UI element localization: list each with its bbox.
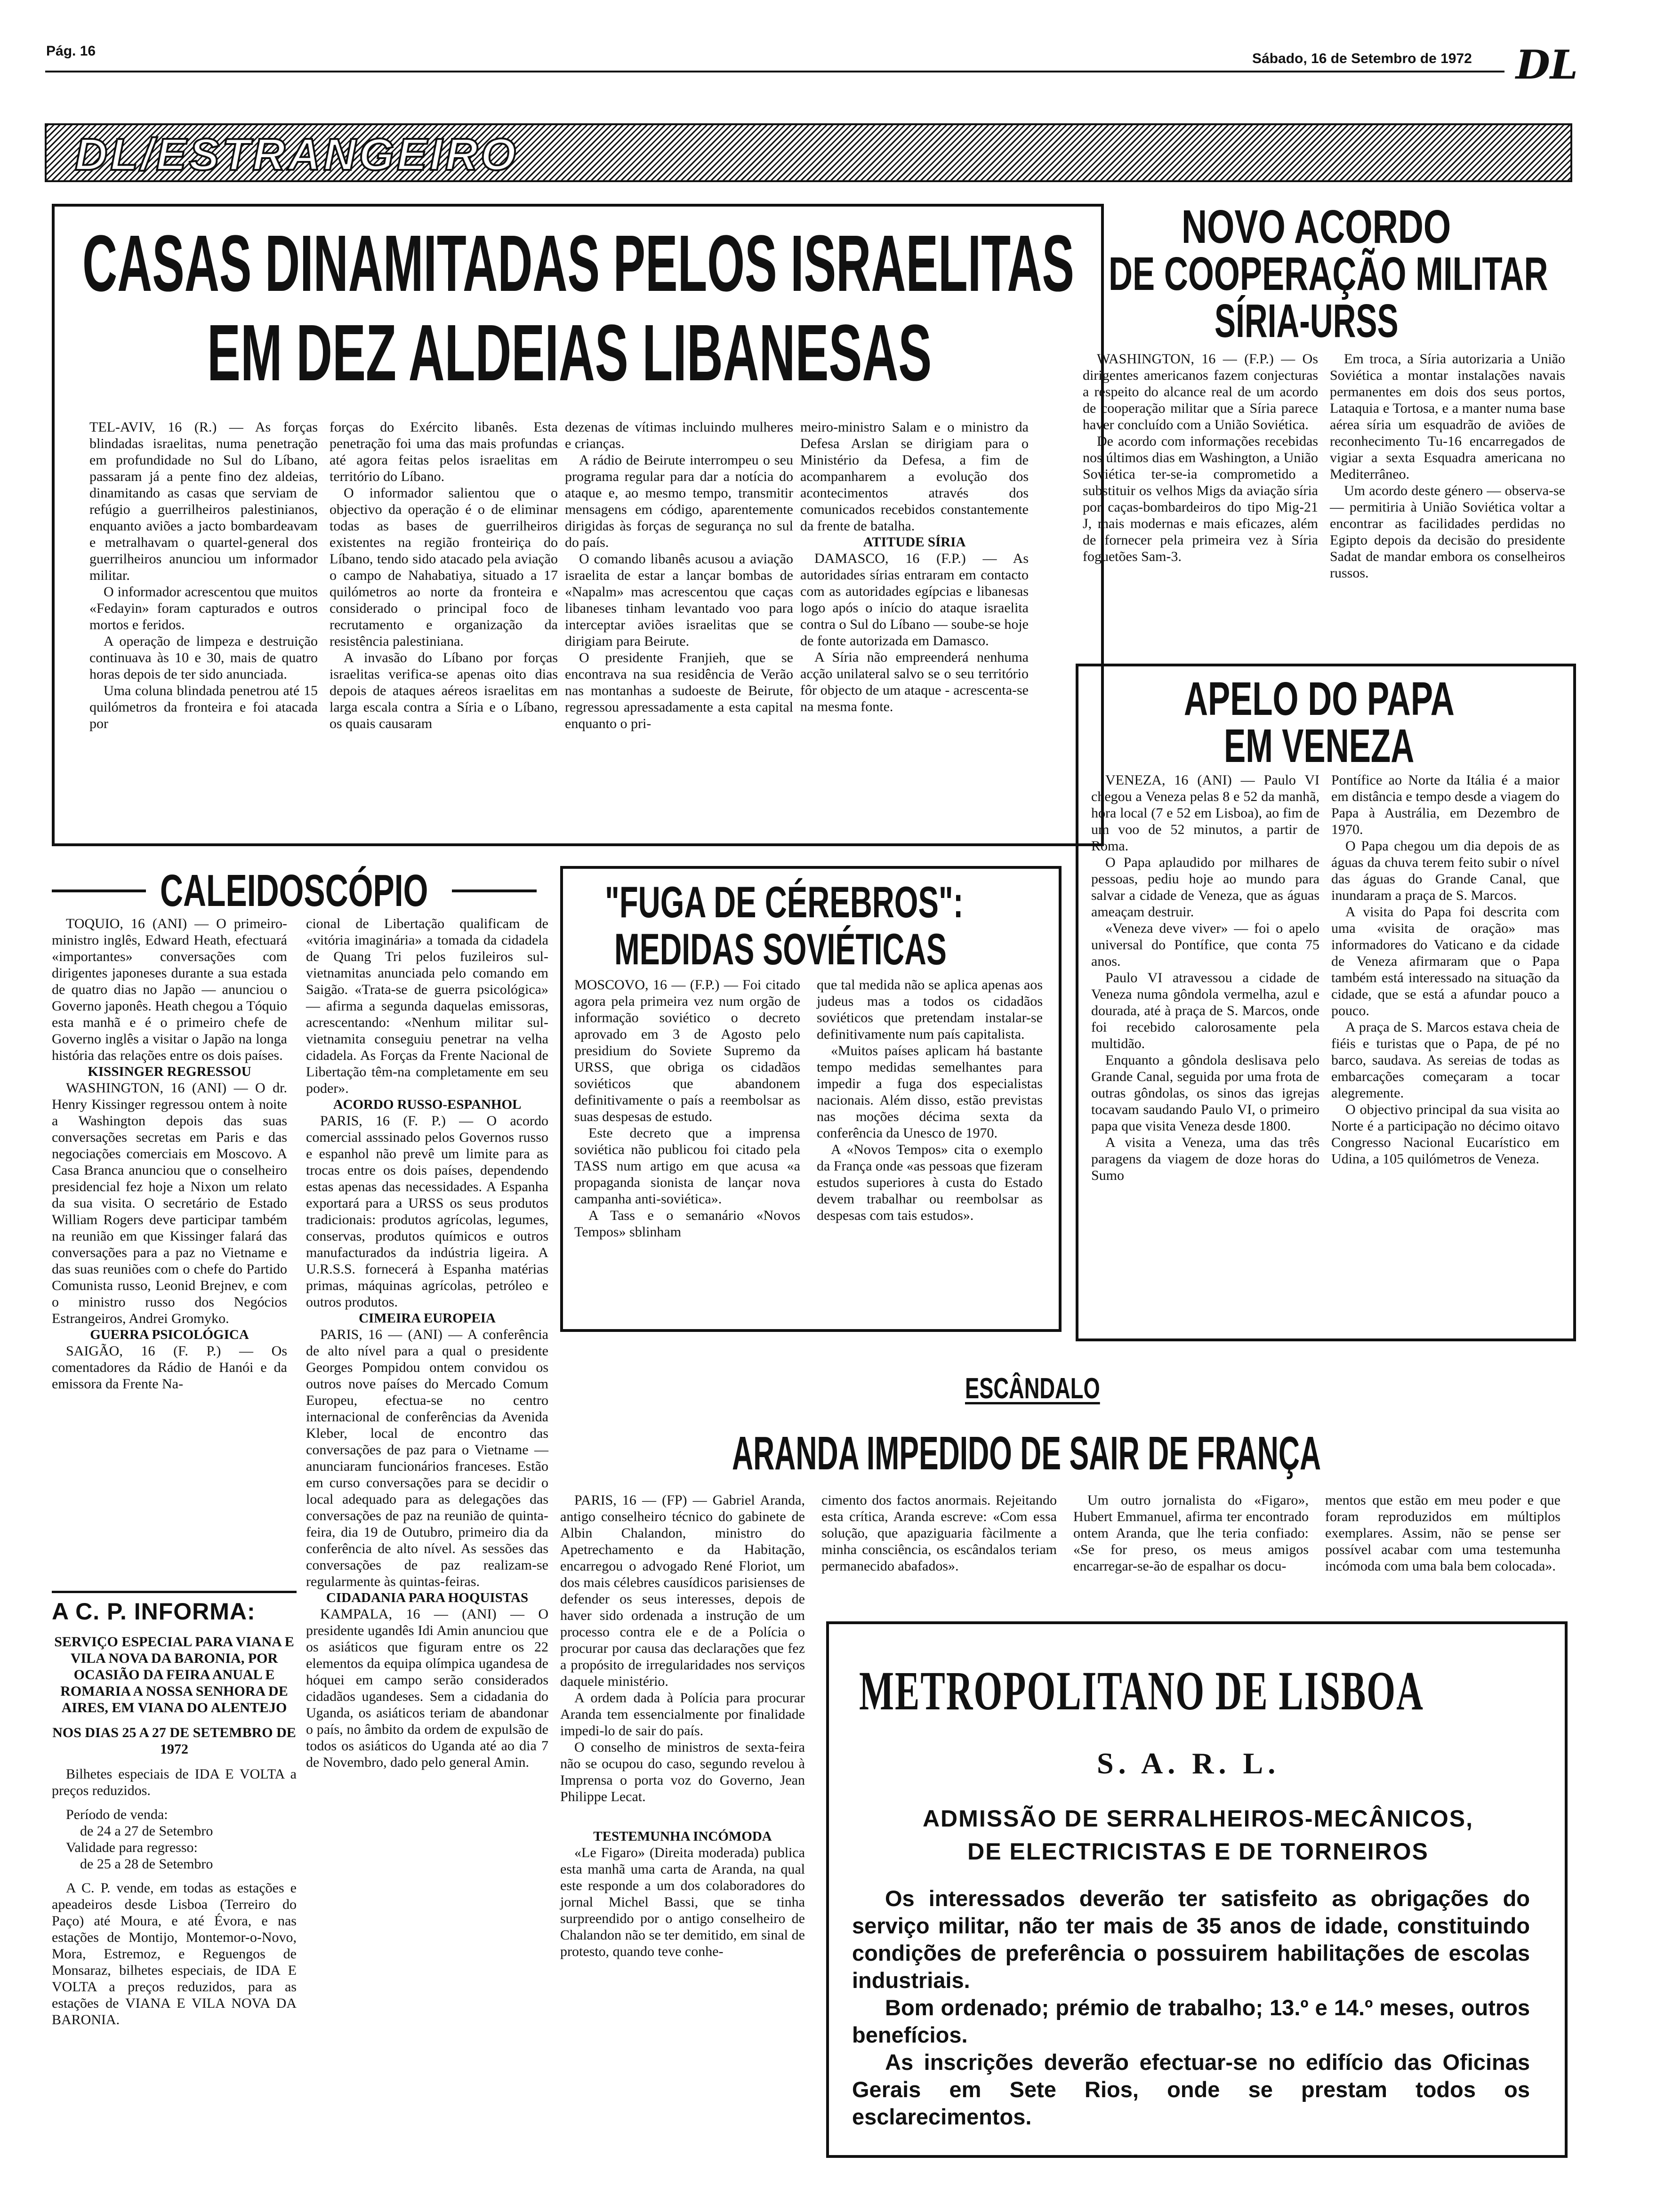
paragraph: A ordem dada à Polícia para procurar Aranda tem essencialmente por finalidade impedi-lo de sair do país. [560,1690,805,1739]
subheading-testemunha-incomoda: TESTEMUNHA INCÓMODA [593,1829,772,1844]
caleidoscopio-column-2 [306,915,548,1771]
paragraph: de 24 a 27 de Setembro [80,1823,213,1839]
paragraph: A invasão do Líbano por forças israelitas verifica-se apenas oito dias depois de ataques aéreos israelitas em larga escala contra a Síria e o Líbano, os quais causaram [330,650,558,731]
paragraph: Em troca, a Síria autorizaria a União Soviética a montar instalações navais permanentes em dois dos seus portos, Lataquia e Tortosa, e a manter numa base aérea síria um esquadrão de aviões de reconhecimento Tu-16 encarregados de vigiar a sexta Esquadra americana no Mediterrâneo. [1330,351,1565,482]
paragraph: O conselho de ministros de sexta-feira não se ocupou do caso, segundo revelou à Imprensa o porta voz do Governo, Jean Philippe Lecat. [560,1739,805,1804]
subheading-cidadania-hoquistas: CIDADANIA PARA HOQUISTAS [326,1590,529,1605]
main-story-column-2 [330,419,558,732]
papa-column-1 [1091,772,1319,1184]
paragraph: KAMPALA, 16 — (ANI) — O presidente ugandês Idi Amin anunciou que os asiáticos que figuram entre os 22 elementos da equipa olímpica ugandesa de hóquei em campo serão considerados cidadãos ugandeses. Sem a cidadania do Uganda, os asiáticos teriam de abandonar o país, no âmbito da ordem de expulsão de todos os asiáticos do Uganda até ao dia 7 de Novembro, dado pelo general Amin. [306,1606,548,1770]
paragraph: O comando libanês acusou a aviação israelita de estar a lançar bombas de «Napalm» mas acrescentou que caças libaneses tinham levantado voo para interceptar aviões israelitas que se dirigiam para Beirute. [565,551,793,649]
papa-headline-line-1: APELO DO PAPA [1184,673,1455,725]
paragraph: PARIS, 16 — (ANI) — A conferência de alto nível para a qual o presidente Georges Pompidou ontem convidou os outros nove países do Mercado Comum Europeu, efectua-se no centro internacional de conferências da Avenida Kleber, local de encontro das conversações de paz para o Vietname — anunciaram funcionários franceses. Estão em curso conversações para se decidir o local adequado para as delegações das conversações de paz na reunião de quinta-feira, dia 19 de Outubro, primeiro dia da conferência de alto nível. As sessões das conversações de paz realizam-se regularmente às quintas-feiras. [306,1327,548,1589]
paragraph: O informador salientou que o objectivo da operação é o de eliminar todas as bases de guerrilheiros existentes na região fronteiriça do Líbano, tendo sido atacado pela aviação o campo de Nahabatiya, situado a 17 quilómetros ao norte da fronteira e considerado o principal foco de recrutamento e organização da resistência palestiniana. [330,485,558,649]
paragraph: TEL-AVIV, 16 (R.) — As forças blindadas israelitas, numa penetração em profundidade no Sul do Líbano, passaram já a pente fino dez aldeias, dinamitando as casas que serviam de refúgio a guerrilheiros palestinianos, enquanto aviões a jacto bombardeavam e metralhavam o quartel-general dos guerrilheiros anunciou um informador militar. [89,419,318,583]
caleidoscopio-column-1 [52,915,287,1392]
paragraph: O objectivo principal da sua visita ao Norte é a participação no décimo oitavo Congresso Nacional Eucarístico em Udina, a 105 quilómetros de Veneza. [1331,1102,1560,1167]
paragraph: SAIGÃO, 16 (F. P.) — Os comentadores da Rádio de Hanói e da emissora da Frente Na- [52,1343,287,1392]
paragraph: «Muitos países aplicam há bastante tempo medidas semelhantes para impedir a fuga dos especialistas nacionais. Além disso, estão previstas nas moções décima sexta da conferência da Unesco de 1970. [817,1043,1043,1141]
main-headline-line-2: EM DEZ ALDEIAS LIBANESAS [207,308,932,398]
metro-ad-requirements: Os interessados deverão ter satisfeito as obrigações do serviço militar, não ter mais de 35 anos de idade, constituindo condições de preferência o possuirem habilitações de escolas industriais. [852,1886,1530,1993]
page-number: Pág. 16 [46,43,96,59]
paragraph: Um acordo deste género — observa-se — permitiria à União Soviética voltar a encontrar as facilidades perdidas no Egipto depois da decisão do presidente Sadat de mandar embora os conselheiros russos. [1330,483,1565,581]
paragraph: A operação de limpeza e destruição continuava às 10 e 30, mais de quatro horas depois de ter sido anunciada. [89,633,318,682]
paragraph: forças do Exército libanês. Esta penetração foi uma das mais profundas até agora feitas pelos israelitas em território do Líbano. [330,419,558,484]
paragraph: O Papa aplaudido por milhares de pessoas, pediu hoje ao mundo para salvar a cidade de Veneza, que as águas ameaçam destruir. [1091,855,1319,920]
fuga-column-1 [574,977,800,1240]
paragraph: A C. P. vende, em todas as estações e apeadeiros desde Lisboa (Terreiro do Paço) até Moura, e até Évora, e nas estações de Montijo, Montemor-o-Novo, Mora, Estremoz, e Reguengos de Monsaraz, bilhetes especiais, de IDA E VOLTA a preços reduzidos, para as estações de VIANA E VILA NOVA DA BARONIA. [52,1880,297,2028]
paragraph: de 25 a 28 de Setembro [80,1856,213,1872]
paragraph: dezenas de vítimas incluindo mulheres e crianças. [565,419,793,451]
paragraph: cional de Libertação qualificam de «vitória imaginária» a tomada da cidadela de Quang Tri pelos fuzileiros sul-vietnamitas anunciada pelo comando em Saigão. «Trata-se de guerra psicológica» — afirma a segunda daquelas emissoras, acrescentando: «Nenhum militar sul-vietnamita conseguiu penetrar na velha cidadela. As Forças da Frente Nacional de Libertação têm-na completamente em seu poder». [306,916,548,1096]
acp-dates: NOS DIAS 25 A 27 DE SETEMBRO DE 1972 [52,1725,296,1757]
acp-title: A C. P. INFORMA: [52,1598,256,1625]
main-story-column-3 [565,419,793,732]
paragraph: meiro-ministro Salam e o ministro da Defesa Arslan se dirigiam para o Ministério da Defesa, a fim de acompanharem a evolução dos acontecimentos através dos comunicados recebidos constantemente da frente de batalha. [800,419,1029,534]
paragraph: Pontífice ao Norte da Itália é a maior em distância e tempo desde a viagem do Papa à Austrália, em Dezembro de 1970. [1331,772,1560,837]
paragraph: TOQUIO, 16 (ANI) — O primeiro-ministro inglês, Edward Heath, efectuará «importantes» conversações com dirigentes japoneses durante a sua estada de quatro dias no Japão — anunciou o Governo japonês. Heath chegou a Tóquio esta manhã e é o primeiro chefe de Governo inglês a visitar o Japão na longa história das relações entre os dois países. [52,916,287,1063]
aranda-headline: ARANDA IMPEDIDO DE SAIR DE FRANÇA [732,1427,1321,1480]
newspaper-logo: DL [1516,41,1578,88]
aranda-column-1 [560,1492,805,1960]
paragraph: O Papa chegou um dia depois de as águas da chuva terem feito subir o nível das águas do Grande Canal, que inundaram a praça de S. Marcos. [1331,838,1560,903]
paragraph: Enquanto a gôndola deslisava pelo Grande Canal, seguida por uma frota de outras gôndolas, os sinos das igrejas tocavam saudando Paulo VI, o primeiro papa que visita Veneza desde 1800. [1091,1052,1319,1134]
paragraph: Uma coluna blindada penetrou até 15 quilómetros da fronteira e foi atacada por [89,683,318,731]
main-story-column-1 [89,419,318,732]
main-headline-line-1: CASAS DINAMITADAS PELOS ISRAELITAS [82,219,1074,308]
paragraph: A rádio de Beirute interrompeu o seu programa regular para dar a notícia do ataque e, ao mesmo tempo, transmitir mensagens em código, aparentemente dirigidas às forças de segurança no sul do país. [565,452,793,550]
subheading-guerra-psicologica: GUERRA PSICOLÓGICA [90,1327,249,1342]
paragraph: DAMASCO, 16 (F.P.) — As autoridades sírias entraram em contacto com as autoridades egípcias e libanesas logo após o início do ataque israelita contra o Sul do Líbano — soube-se hoje de fonte autorizada em Damasco. [800,551,1029,649]
paragraph: «Le Figaro» (Direita moderada) publica esta manhã uma carta de Aranda, na qual este responde a um dos colaboradores do jornal Michel Bassi, que se tinha surpreendido por o antigo conselheiro de Chalandon não se ter demitido, em sinal de protesto, quando teve conhe- [560,1845,805,1959]
caleidoscopio-rule-left [52,890,146,892]
aranda-kicker: ESCÂNDALO [965,1372,1100,1405]
metro-ad-line-2: DE ELECTRICISTAS E DE TORNEIROS [967,1838,1429,1865]
paragraph: A Tass e o semanário «Novos Tempos» sblinham [574,1208,800,1240]
paragraph: Este decreto que a imprensa soviética não publicou foi citado pela TASS num artigo em que acusa «a propaganda sionista de lançar nova campanha anti-soviética». [574,1125,800,1207]
metro-ad-line-1: ADMISSÃO DE SERRALHEIROS-MECÂNICOS, [922,1805,1474,1832]
paragraph: A visita a Veneza, uma das três paragens da viagem de doze horas do Sumo [1091,1135,1319,1183]
siria-headline-line-1: NOVO ACORDO [1182,200,1451,253]
fuga-headline-line-2: MEDIDAS SOVIÉTICAS [614,924,947,974]
subheading-kissinger: KISSINGER REGRESSOU [88,1064,251,1079]
paragraph: A Síria não empreenderá nenhuma acção unilateral salvo se o seu território fôr objecto de um ataque - acrescenta-se na mesma fonte. [800,649,1029,714]
acp-block [52,1598,297,2028]
paragraph: A praça de S. Marcos estava cheia de fiéis e turistas que o Papa, de pé no barco, saudava. As sereias de todas as embarcações começaram a tocar alegremente. [1331,1019,1560,1101]
paragraph: Bilhetes especiais de IDA E VOLTA a preços reduzidos. [52,1766,297,1798]
paragraph: que tal medida não se aplica apenas aos judeus mas a todos os cidadãos soviéticos que pretendam instalar-se definitivamente num país capitalista. [817,977,1043,1042]
paragraph: Período de venda: [66,1807,168,1822]
paragraph: mentos que estão em meu poder e que foram reproduzidos em múltiplos exemplares. Assim, não se pense ser possível acabar com uma testemunha incómoda com uma bala bem colocada». [1325,1492,1560,1574]
paragraph: MOSCOVO, 16 — (F.P.) — Foi citado agora pela primeira vez num orgão de informação soviético o decreto aprovado em 3 de Agosto pelo presidium do Soviete Supremo da URSS, que obriga os cidadãos soviéticos que abandonem definitivamente o país a reembolsar as suas despesas de estudo. [574,977,800,1124]
siria-column-2 [1330,351,1565,581]
subheading-cimeira-europeia: CIMEIRA EUROPEIA [359,1311,496,1326]
subheading-atitude-siria: ATITUDE SÍRIA [863,535,966,550]
paragraph: O informador acrescentou que muitos «Fedayin» foram capturados e outros mortos e feridos. [89,584,318,633]
paragraph: WASHINGTON, 16 (ANI) — O dr. Henry Kissinger regressou ontem à noite a Washington depois das suas conversações secretas em Paris e das negociações comerciais em Moscovo. A Casa Branca anunciou que o conselheiro presidencial fez hoje a Nixon um relato da sua visita. O secretário de Estado William Rogers deve participar também na reunião em que Kissinger falará das conversações para a paz no Vietname e das suas reuniões com o chefe do Partido Comunista russo, Leonid Brejnev, e com o ministro russo dos Negócios Estrangeiros, Andrei Gromyko. [52,1080,287,1326]
paragraph: PARIS, 16 (F. P.) — O acordo comercial asssinado pelos Governos russo e espanhol não prevê um limite para as trocas entre os dois países, dependendo estas apenas das necessidades. A Espanha exportará para a URSS os seus produtos tradicionais: produtos agrícolas, legumes, conservas, produtos químicos e outros manufacturados da indústria ligeira. A U.R.S.S. fornecerá à Espanha matérias primas, máquinas agrícolas, petróleo e outros produtos. [306,1113,548,1310]
paragraph: PARIS, 16 — (FP) — Gabriel Aranda, antigo conselheiro técnico do gabinete de Albin Chalandon, ministro do Apetrechamento e da Habitação, encarregou o advogado René Floriot, um dos mais célebres causídicos parisienses de defender os seus interesses, depois de haver sido ordenada a instrução de um processo contra ele e de a Polícia o procurar por causa das declarações que fez a propósito de irregularidades nos serviços daquele ministério. [560,1492,805,1689]
fuga-headline-line-1: "FUGA DE CÉREBROS": [605,877,964,927]
header-rule [45,71,1504,72]
paragraph: Paulo VI atravessou a cidade de Veneza numa gôndola vermelha, azul e dourada, até à praça de S. Marcos, onde foi recebido calorosamente pela multidão. [1091,970,1319,1051]
metro-ad-sarl: S. A. R. L. [1097,1747,1280,1780]
siria-headline-line-2: DE COOPERAÇÃO MILITAR [1109,248,1548,300]
paragraph: Um outro jornalista do «Figaro», Hubert Emmanuel, afirma ter encontrado ontem Aranda, que lhe teria confiado: «Se for preso, os meus amigos encarregar-se-ão de espalhar os docu- [1073,1492,1309,1574]
acp-body [52,1766,297,2028]
issue-date: Sábado, 16 de Setembro de 1972 [1252,51,1472,66]
papa-column-2 [1331,772,1560,1167]
metro-ad-body [852,1885,1530,2131]
caleidoscopio-title: CALEIDOSCÓPIO [160,866,428,916]
aranda-column-2 [821,1492,1057,1574]
caleidoscopio-rule-right [452,890,537,892]
metro-ad-registration: As inscrições deverão efectuar-se no edifício das Oficinas Gerais em Sete Rios, onde se prestam todos os esclarecimentos. [852,2050,1530,2129]
section-title: DL/ESTRANGEIRO [75,129,519,180]
main-story-column-4 [800,419,1029,715]
subheading-acordo-russo-espanhol: ACORDO RUSSO-ESPANHOL [333,1097,522,1112]
paragraph: A «Novos Tempos» cita o exemplo da França onde «as pessoas que fizeram estudos superiores à custa do Estado devem trabalhar ou reembolsar as despesas com tais estudos». [817,1142,1043,1223]
acp-top-rule [52,1591,297,1593]
acp-announcement: SERVIÇO ESPECIAL PARA VIANA E VILA NOVA DA BARONIA, POR OCASIÃO DA FEIRA ANUAL E ROMARIA A NOSSA SENHORA DE AIRES, EM VIANA DO ALENTEJO [54,1634,294,1715]
siria-headline-line-3: SÍRIA-URSS [1215,295,1399,347]
fuga-column-2 [817,977,1043,1224]
paragraph: cimento dos factos anormais. Rejeitando esta crítica, Aranda escreve: «Com essa solução, que apaziguaria fàcilmente a minha consciência, os escândalos teriam permanecido abafados». [821,1492,1057,1574]
metro-ad-benefits: Bom ordenado; prémio de trabalho; 13.º e 14.º meses, outros benefícios. [852,1995,1530,2047]
section-banner [45,123,1572,182]
paragraph: «Veneza deve viver» — foi o apelo universal do Pontífice, que conta 75 anos. [1091,921,1319,969]
paragraph: VENEZA, 16 (ANI) — Paulo VI chegou a Veneza pelas 8 e 52 da manhã, hora local (7 e 52 em Lisboa), ao fim de um voo de 52 minutos, a partir de Roma. [1091,772,1319,854]
paragraph: O presidente Franjieh, que se encontrava na sua residência de Verão nas montanhas a sudoeste de Beirute, regressou apressadamente a esta capital enquanto o pri- [565,650,793,731]
paragraph: Validade para regresso: [66,1840,198,1855]
aranda-column-4 [1325,1492,1560,1574]
paragraph: De acordo com informações recebidas nos últimos dias em Washington, a União Soviética ter-se-ia comprometido a substituir os velhos Migs da aviação síria por caças-bombardeiros do tipo Mig-21 J, mais modernas e mais eficazes, além de fornecer pela primeira vez à Síria foguetões Sam-3. [1083,433,1318,564]
paragraph: A visita do Papa foi descrita com uma «visita de oração» mas informadores do Vaticano e da cidade de Veneza afirmaram que o Papa também está interessado na situação da cidade, que se está a afundar pouco a pouco. [1331,904,1560,1018]
papa-headline-line-2: EM VENEZA [1224,720,1415,772]
metro-ad-title: METROPOLITANO DE LISBOA [859,1660,1424,1722]
siria-column-1 [1083,351,1318,565]
paragraph: WASHINGTON, 16 — (F.P.) — Os dirigentes americanos fazem conjecturas a respeito do alcance real de um acordo de cooperação militar que a Síria parece haver concluído com a União Soviética. [1083,351,1318,433]
aranda-column-3 [1073,1492,1309,1574]
